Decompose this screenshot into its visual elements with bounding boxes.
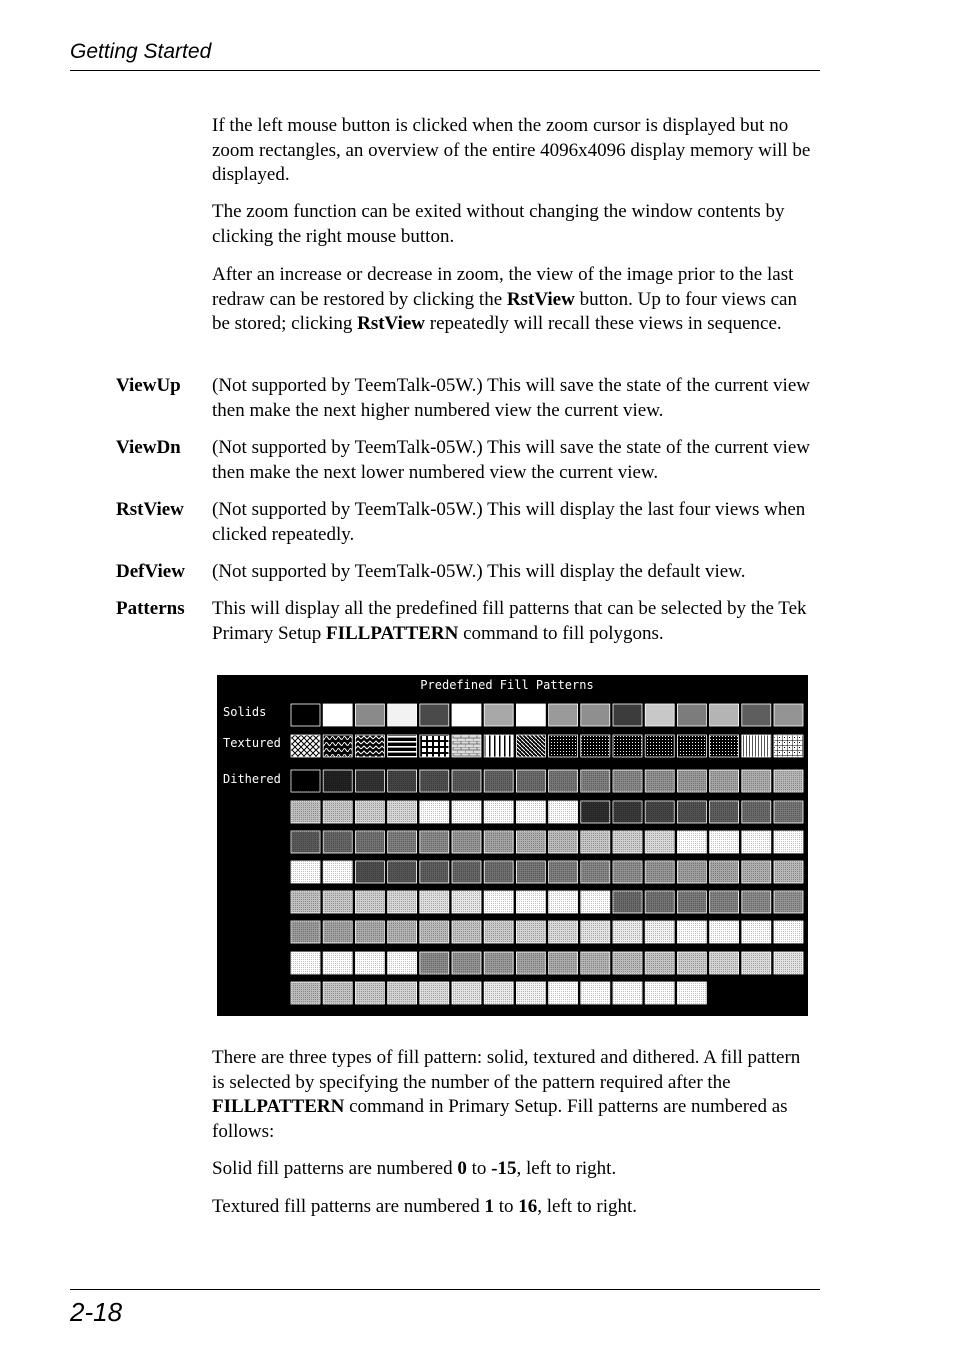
fill-patterns-screenshot [217, 675, 808, 1016]
solid-swatch [645, 704, 674, 726]
dithered-swatch-texture [484, 801, 513, 823]
dithered-swatch-texture [645, 921, 674, 943]
dithered-swatch-texture [645, 891, 674, 913]
dithered-swatch-texture [452, 831, 481, 853]
textured-swatch [677, 735, 706, 757]
dithered-swatch-texture [420, 831, 449, 853]
dithered-swatch-texture [323, 952, 352, 974]
dithered-swatch-texture [581, 891, 610, 913]
dithered-swatch-texture [581, 982, 610, 1004]
dithered-swatch-texture [581, 770, 610, 792]
dithered-swatch-texture [291, 982, 320, 1004]
dithered-swatch-texture [742, 921, 771, 943]
rstview-term: RstView [506, 288, 575, 310]
dithered-swatch-texture [420, 891, 449, 913]
solid-swatch [355, 704, 384, 726]
number: 0 [457, 1158, 467, 1179]
dithered-swatch-texture [516, 801, 545, 823]
dithered-swatch-texture [452, 982, 481, 1004]
dithered-swatch-texture [613, 982, 642, 1004]
dithered-swatch-texture [484, 982, 513, 1004]
textured-swatch [645, 735, 674, 757]
solid-swatch [613, 704, 642, 726]
after-paragraph-3 [212, 1195, 812, 1220]
dithered-swatch-texture [291, 952, 320, 974]
term-viewup: ViewUp [116, 375, 181, 396]
header-rule [70, 70, 820, 71]
dithered-swatch-texture [677, 921, 706, 943]
definition-viewup: (Not supported by TeemTalk-05W.) This will save the state of the current view then make the next higher numbered view the current view. [212, 375, 810, 421]
dithered-swatch-texture [323, 861, 352, 883]
dithered-swatch-texture [291, 770, 320, 792]
dithered-swatch-texture [774, 861, 803, 883]
textured-swatch [291, 735, 320, 757]
dithered-swatch-texture [355, 891, 384, 913]
text-run: This will display all the predefined fill patterns that can be selected by the Tek Primary Setup [212, 598, 807, 644]
text-run: button. Up to four views can be stored; clicking [212, 288, 797, 335]
dithered-swatch-texture [291, 831, 320, 853]
dithered-swatch-texture [388, 831, 417, 853]
dithered-swatch-texture [581, 921, 610, 943]
dithered-swatch-texture [355, 831, 384, 853]
dithered-swatch-texture [388, 770, 417, 792]
dithered-swatch-texture [323, 770, 352, 792]
dithered-swatch-texture [645, 831, 674, 853]
dithered-swatch-texture [420, 861, 449, 883]
dithered-swatch-texture [484, 770, 513, 792]
textured-swatch [323, 735, 352, 757]
dithered-swatch-texture [388, 952, 417, 974]
solid-swatch [323, 704, 352, 726]
solid-swatch [710, 704, 739, 726]
text-run: repeatedly will recall these views in sequence. [425, 313, 782, 335]
dithered-swatch-texture [710, 801, 739, 823]
dithered-swatch-texture [388, 982, 417, 1004]
dithered-swatch-texture [645, 982, 674, 1004]
label-textured: Textured [223, 736, 281, 750]
text-run: Textured fill patterns are numbered [212, 1196, 485, 1217]
dithered-swatch-texture [774, 831, 803, 853]
dithered-swatch-texture [613, 952, 642, 974]
dithered-swatch-texture [549, 891, 578, 913]
footer-rule [70, 1289, 820, 1290]
solid-swatch [420, 704, 449, 726]
dithered-swatch-texture [388, 891, 417, 913]
dithered-swatch-texture [645, 770, 674, 792]
intro-paragraph-2: The zoom function can be exited without changing the window contents by clicking the right mouse button. [212, 201, 785, 247]
dithered-swatch-texture [323, 831, 352, 853]
term-viewdn: ViewDn [116, 437, 181, 458]
dithered-swatch-texture [742, 891, 771, 913]
dithered-swatch-texture [710, 952, 739, 974]
dithered-swatch-texture [291, 891, 320, 913]
dithered-swatch-texture [581, 861, 610, 883]
solid-swatch [291, 704, 320, 726]
dithered-swatch-texture [516, 861, 545, 883]
term-rstview: RstView [116, 499, 184, 520]
solid-swatch [549, 704, 578, 726]
page-number: 2-18 [70, 1297, 123, 1327]
solid-swatch [388, 704, 417, 726]
dithered-swatch-texture [774, 921, 803, 943]
fill-patterns-canvas [217, 675, 808, 1016]
dithered-swatch-texture [323, 982, 352, 1004]
textured-swatch [388, 735, 417, 757]
dithered-swatch-texture [452, 801, 481, 823]
dithered-swatch-texture [581, 952, 610, 974]
dithered-swatch-texture [774, 801, 803, 823]
textured-swatch [549, 735, 578, 757]
dithered-swatch-texture [291, 921, 320, 943]
textured-swatch [516, 735, 545, 757]
dithered-swatch-texture [742, 952, 771, 974]
dithered-swatch-texture [484, 952, 513, 974]
dithered-swatch-texture [677, 982, 706, 1004]
textured-swatch [710, 735, 739, 757]
dithered-swatch-texture [355, 801, 384, 823]
number: 16 [518, 1196, 538, 1217]
label-dithered: Dithered [223, 772, 281, 786]
dithered-swatch-texture [645, 801, 674, 823]
dithered-swatch-texture [581, 831, 610, 853]
dithered-swatch-texture [645, 861, 674, 883]
dithered-swatch-texture [323, 921, 352, 943]
dithered-swatch-texture [549, 831, 578, 853]
text-run: to [493, 1196, 519, 1217]
dithered-swatch-texture [516, 891, 545, 913]
text-run: Solid fill patterns are numbered [212, 1158, 458, 1179]
solid-swatch [484, 704, 513, 726]
dithered-swatch-texture [323, 891, 352, 913]
dithered-swatch-texture [452, 921, 481, 943]
intro-paragraph-1: If the left mouse button is clicked when the zoom cursor is displayed but no zoom rectangles, an overview of the entire 4096x4096 display memory will be displayed. [212, 115, 811, 186]
solid-swatch [452, 704, 481, 726]
solid-swatch [516, 704, 545, 726]
dithered-swatch-texture [516, 952, 545, 974]
label-solids: Solids [223, 705, 267, 719]
dithered-swatch-texture [774, 952, 803, 974]
dithered-swatch-texture [613, 891, 642, 913]
dithered-swatch-texture [677, 831, 706, 853]
dithered-swatch-texture [420, 770, 449, 792]
solid-swatch [742, 704, 771, 726]
dithered-swatch-texture [710, 921, 739, 943]
dithered-swatch-texture [710, 891, 739, 913]
textured-swatch [484, 735, 513, 757]
dithered-swatch-texture [613, 831, 642, 853]
dithered-swatch-texture [710, 861, 739, 883]
textured-swatch [581, 735, 610, 757]
term-defview: DefView [116, 561, 185, 582]
dithered-swatch-texture [549, 861, 578, 883]
after-paragraph-1 [212, 1046, 812, 1144]
solid-swatch [774, 704, 803, 726]
dithered-swatch-texture [452, 891, 481, 913]
textured-swatch [613, 735, 642, 757]
text-run: There are three types of fill pattern: solid, textured and dithered. A fill pattern is selected by specifying the number of the pattern required after the [212, 1047, 801, 1093]
fillpattern-term: FILLPATTERN [326, 622, 459, 644]
dithered-swatch-texture [742, 831, 771, 853]
dithered-swatch-texture [549, 770, 578, 792]
dithered-swatch-texture [323, 801, 352, 823]
dithered-swatch-texture [291, 861, 320, 883]
dithered-swatch-texture [516, 921, 545, 943]
dithered-swatch-texture [677, 770, 706, 792]
dithered-swatch-texture [677, 861, 706, 883]
dithered-swatch-texture [710, 770, 739, 792]
dithered-swatch-texture [742, 801, 771, 823]
dithered-swatch-texture [742, 770, 771, 792]
definition-patterns [212, 597, 812, 646]
dithered-swatch-texture [355, 770, 384, 792]
dithered-swatch-texture [613, 861, 642, 883]
textured-swatch [420, 735, 449, 757]
text-run: command in Primary Setup. Fill patterns are numbered as follows: [212, 1096, 788, 1142]
dithered-swatch-texture [388, 801, 417, 823]
definition-defview: (Not supported by TeemTalk-05W.) This will display the default view. [212, 561, 746, 582]
dithered-swatch-texture [484, 831, 513, 853]
dithered-swatch-texture [613, 921, 642, 943]
text-run: to [466, 1158, 492, 1179]
dithered-swatch-texture [549, 921, 578, 943]
rstview-term: RstView [357, 313, 426, 335]
dithered-swatch-texture [388, 921, 417, 943]
dithered-swatch-texture [549, 952, 578, 974]
pattern-swatches [291, 704, 803, 1004]
fillpattern-term: FILLPATTERN [212, 1096, 345, 1118]
dithered-swatch-texture [549, 982, 578, 1004]
text-run: After an increase or decrease in zoom, the view of the image prior to the last redraw can be restored by clicking the [212, 264, 794, 310]
textured-swatch [452, 735, 481, 757]
textured-swatch [742, 735, 771, 757]
definition-rstview: (Not supported by TeemTalk-05W.) This will display the last four views when clicked repeatedly. [212, 499, 806, 545]
dithered-swatch-texture [355, 952, 384, 974]
running-header: Getting Started [70, 40, 212, 63]
dithered-swatch-texture [452, 770, 481, 792]
after-paragraph-2 [212, 1157, 812, 1182]
dithered-swatch-texture [516, 982, 545, 1004]
figure-title: Predefined Fill Patterns [420, 678, 594, 692]
dithered-swatch-texture [645, 952, 674, 974]
dithered-swatch-texture [452, 952, 481, 974]
dithered-swatch-texture [710, 831, 739, 853]
dithered-swatch-texture [355, 861, 384, 883]
dithered-swatch-texture [516, 770, 545, 792]
dithered-swatch-texture [613, 770, 642, 792]
dithered-swatch-texture [677, 801, 706, 823]
text-run: command to fill polygons. [458, 622, 664, 644]
textured-swatch [355, 735, 384, 757]
dithered-swatch-texture [677, 891, 706, 913]
dithered-swatch-texture [355, 921, 384, 943]
dithered-swatch-texture [388, 861, 417, 883]
dithered-swatch-texture [581, 801, 610, 823]
intro-paragraph-3 [212, 263, 812, 337]
solid-swatch [677, 704, 706, 726]
text-run: , left to right. [537, 1196, 637, 1217]
dithered-swatch-texture [420, 952, 449, 974]
dithered-swatch-texture [774, 770, 803, 792]
dithered-swatch-texture [420, 801, 449, 823]
term-patterns: Patterns [116, 598, 185, 619]
dithered-swatch-texture [742, 861, 771, 883]
dithered-swatch-texture [484, 861, 513, 883]
number: 1 [484, 1196, 494, 1217]
dithered-swatch-texture [291, 801, 320, 823]
dithered-swatch-texture [420, 982, 449, 1004]
dithered-swatch-texture [420, 921, 449, 943]
dithered-swatch-texture [484, 891, 513, 913]
dithered-swatch-texture [516, 831, 545, 853]
textured-swatch [774, 735, 803, 757]
dithered-swatch-texture [484, 921, 513, 943]
solid-swatch [581, 704, 610, 726]
dithered-swatch-texture [549, 801, 578, 823]
number: -15 [491, 1158, 517, 1179]
dithered-swatch-texture [774, 891, 803, 913]
text-run: , left to right. [516, 1158, 617, 1179]
dithered-swatch-texture [355, 982, 384, 1004]
definition-viewdn: (Not supported by TeemTalk-05W.) This will save the state of the current view then make the next lower numbered view the current view. [212, 437, 810, 483]
dithered-swatch-texture [452, 861, 481, 883]
dithered-swatch-texture [677, 952, 706, 974]
dithered-swatch-texture [613, 801, 642, 823]
